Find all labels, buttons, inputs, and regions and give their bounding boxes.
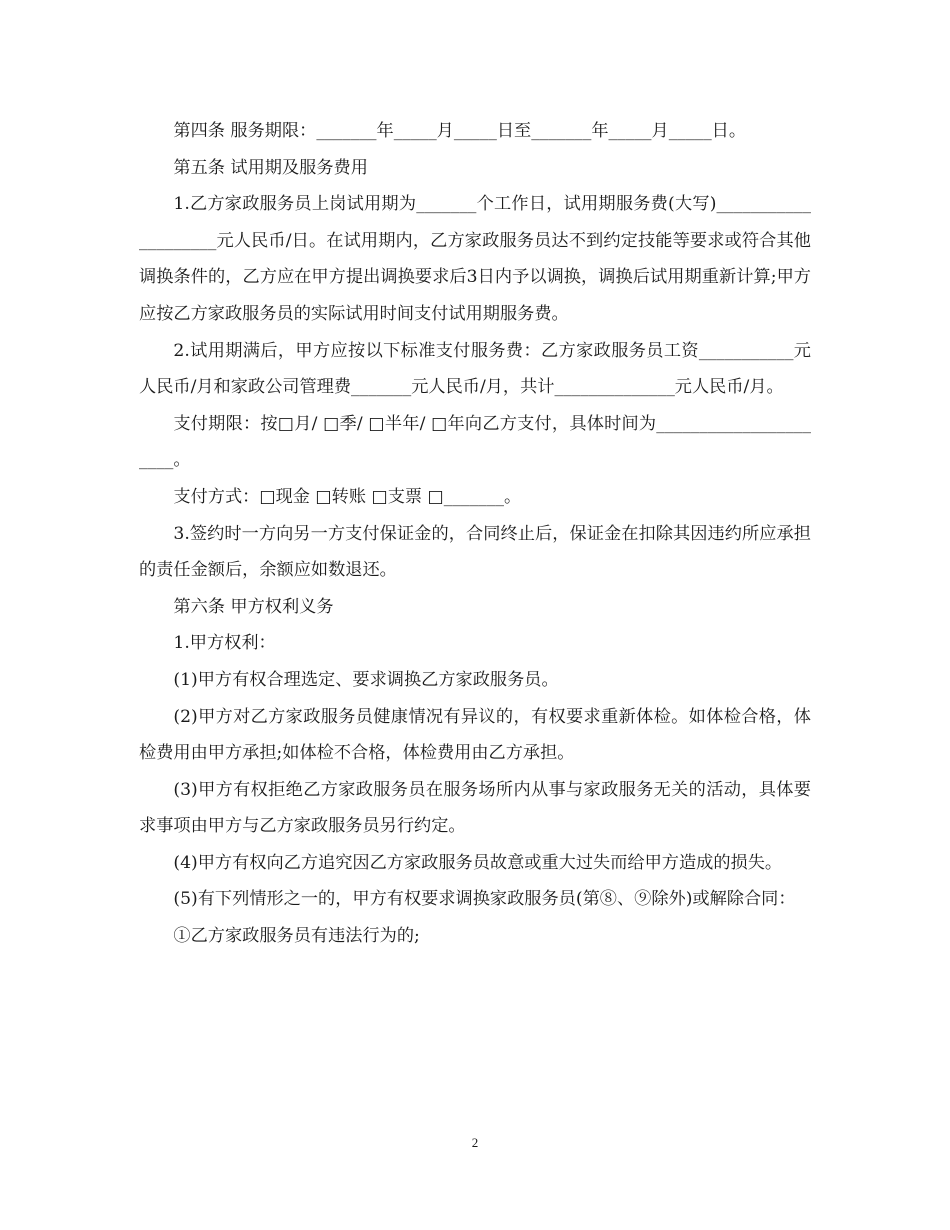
paragraph-article-5-item-1: 1.乙方家政服务员上岗试用期为_______个工作日，试用期服务费(大写)____________________元人民币/日。在试用期内，乙方家政服务员达不到约定技能等要求或符合其他调换条件的，乙方应在甲方提出调换要求后3日内予以调换，调换后试用期重新计算;甲方应按乙方家政服务员的实际试用时间支付试用期服务费。 [139,194,811,324]
paragraph-right-5-case-1: ①乙方家政服务员有违法行为的; [173,926,420,947]
paragraph-right-1: (1)甲方有权合理选定、要求调换乙方家政服务员。 [173,669,559,690]
paragraph-right-2: (2)甲方对乙方家政服务员健康情况有异议的，有权要求重新体检。如体检合格，体检费用由甲方承担;如体检不合格，体检费用由乙方承担。 [139,706,811,764]
paragraph-right-5: (5)有下列情形之一的，甲方有权要求调换家政服务员(第⑧、⑨除外)或解除合同： [173,889,796,910]
paragraph-article-5-item-3: 3.签约时一方向另一方支付保证金的，合同终止后，保证金在扣除其因违约所应承担的责任金额后，余额应如数退还。 [139,523,811,581]
paragraph-article-6-item-1: 1.甲方权利： [173,633,276,654]
paragraph-right-4: (4)甲方有权向乙方追究因乙方家政服务员故意或重大过失而给甲方造成的损失。 [173,852,783,873]
paragraph-article-5-title: 第五条 试用期及服务费用 [173,157,368,178]
paragraph-right-3: (3)甲方有权拒绝乙方家政服务员在服务场所内从事与家政服务无关的活动，具体要求事项由甲方与乙方家政服务员另行约定。 [139,779,811,837]
paragraph-article-4: 第四条 服务期限：_______年_____月_____日至_______年_____月_____日。 [173,121,747,141]
paragraph-payment-method: 支付方式：□现金 □转账 □支票 □_______。 [173,486,522,507]
paragraph-article-6-title: 第六条 甲方权利义务 [173,596,334,617]
paragraph-article-5-item-2: 2.试用期满后，甲方应按以下标准支付服务费：乙方家政服务员工资___________元人民币/月和家政公司管理费_______元人民币/月，共计______________元人民币/月。 [139,340,811,398]
paragraph-payment-period: 支付期限：按□月/ □季/ □半年/ □年向乙方支付，具体时间为______________________。 [139,413,811,471]
page-number: 2 [471,1135,479,1150]
document-body [139,113,811,955]
